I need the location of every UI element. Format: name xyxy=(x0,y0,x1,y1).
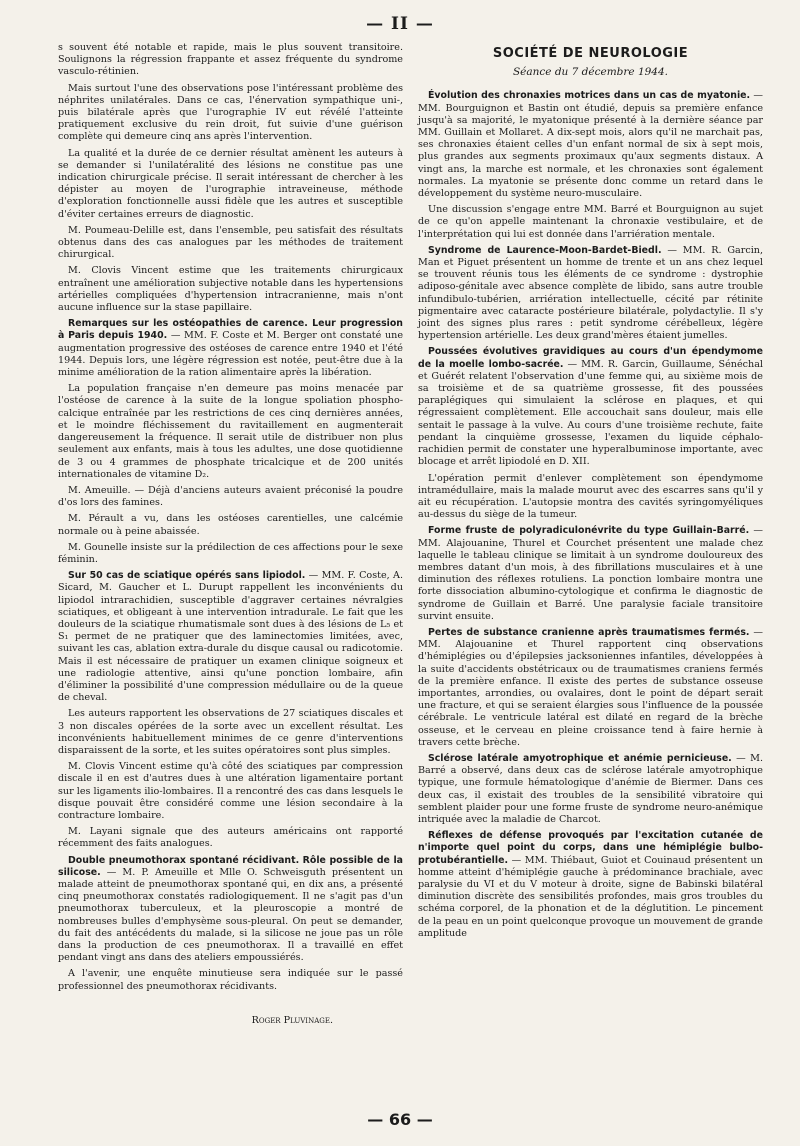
article-text: — MM. Alajouanine, Thurel et Courchet présentent une malade chez laquelle le tableau clinique se limitait à un syndrome douloureux des membres datant d'un mois, à des fibrillations musculaires et à une diminution des réflexes rotuliens. La ponction lombaire montra une forte dissociation albumino-cytologique et confirma le diagnostic de syndrome de Guillain et Barré. Une paralysie faciale transitoire survint ensuite. xyxy=(418,525,763,622)
page-header-roman-numeral: — II — xyxy=(366,14,434,34)
article-title: Réflexes de défense provoqués par l'excitation cutanée de n'importe quel point du corps, dans une hémiplégie bulbo-protubérantielle. xyxy=(418,830,763,866)
article-text: — MM. F. Coste et M. Berger ont constaté une augmentation progressive des ostéoses de carence entre 1940 et l'été 1944. Depuis lors, une légère régression est notée, peut-être due à la minime amélioration de la ration alimentaire après la libération. xyxy=(58,330,403,379)
article-text: — MM. R. Garcin, Man et Piguet présentent un homme de trente et un ans chez lequel se trouvent réunis tous les éléments de ce syndrome : dystrophie adiposo-génitale avec absence complète de libido, sans autre trouble infundibulo-tubérien, arriération intellectuelle, cécité par rétinite pigmentaire avec cataracte postérieure bilatérale, polydactylie. Il s'y joint des signes plus rares : petit syndrome cérébelleux, légère hypertension artérielle. Les deux grand'mères étaient jumelles. xyxy=(418,244,763,342)
page-number: — 66 — xyxy=(367,1110,433,1129)
article-reflexes xyxy=(418,830,763,940)
paragraph: M. Gounelle insiste sur la prédilection de ces affections pour le sexe féminin. xyxy=(58,541,403,565)
paragraph: A l'avenir, une enquête minutieuse sera indiquée sur le passé professionnel des pneumothorax récidivants. xyxy=(58,968,403,992)
paragraph: M. Poumeau-Delille est, dans l'ensemble, peu satisfait des résultats obtenus dans des cas analogues par les méthodes de traitement chirurgical. xyxy=(58,224,403,261)
article-title: Sur 50 cas de sciatique opérés sans lipiodol. xyxy=(68,570,306,582)
paragraph: M. Pérault a vu, dans les ostéoses carentielles, une calcémie normale ou à peine abaissée. xyxy=(58,513,403,537)
paragraph: Une discussion s'engage entre MM. Barré et Bourguignon au sujet de ce qu'on appelle maintenant la chronaxie vestibulaire, et de l'interprétation qui lui est donnée dans l'arriération mentale. xyxy=(418,204,763,240)
article-pertes-substance xyxy=(418,627,763,749)
paragraph: La population française n'en demeure pas moins menacée par l'ostéose de carence à la suite de la longue spoliation phospho-calcique entraînée par les restrictions de ces cinq dernières années, et le moindre fléchissement du ravitaillement en augmenterait dangereusement la fréquence. Il serait utile de distribuer non plus seulement aux enfants, mais à tous les adultes, une dose quotidienne de 3 ou 4 grammes de phosphate tricalcique et de 200 unités internationales de vitamine D₂. xyxy=(58,383,403,480)
session-date: Séance du 7 décembre 1944. xyxy=(512,66,669,79)
article-text: — MM. Alajouanine et Thurel rapportent cinq observations d'hémiplégies ou d'épilepsies jacksoniennes infantiles, développées à la suite d'accidents obstétricaux ou de traumatismes craniens fermés de la première enfance. Il existe des pertes de substance osseuse importantes, arrondies, ou ovalaires, dont le point de départ serait une fracture, et qui se seraient élargies sous l'influence de la poussée cérébrale. Le ventricule latéral est dilaté en regard de la brèche osseuse, et le cerveau en pleine croissance tend à faire hernie à travers cette brèche. xyxy=(418,626,763,748)
article-title: Évolution des chronaxies motrices dans un cas de myatonie. xyxy=(428,90,751,102)
paragraph: Mais surtout l'une des observations pose l'intéressant problème des néphrites unilatérales. Dans ce cas, l'énervation sympathique uni-, puis bilatérale après que l'urographie IV eut révélé l'atteinte pratiquement exclusive du rein droit, fut suivie d'une guérison complète qui demeure cinq ans après l'intervention. xyxy=(58,82,403,143)
society-heading: SOCIÉTÉ DE NEUROLOGIE xyxy=(492,46,689,61)
article-laurence-moon xyxy=(418,245,763,343)
article-text: — MM. R. Garcin, Guillaume, Sénéchal et Guérét relatent l'observation d'une femme qui, au sixième mois de sa troisième et de sa quatrième grossesse, fit des poussées paraplégiques qui simulaient la sclérose en plaques, et qui régressaient complètement. Elle accouchait sans douleur, mais elle sentait le passage à la vulve. Au cours d'une troisième rechute, faite pendant la cinquième grossesse, l'examen du liquide céphalo-rachidien permit de constater une hyperalbuminose importante, avec blocage et arrêt lipiodolé en D. XII. xyxy=(418,358,763,468)
article-pneumothorax xyxy=(58,855,403,965)
paragraph: M. Ameuille. — Déjà d'anciens auteurs avaient préconisé la poudre d'os lors des famines. xyxy=(58,484,403,509)
article-title: Sclérose latérale amyotrophique et anémie pernicieuse. xyxy=(428,752,732,764)
right-column xyxy=(418,42,763,944)
paragraph: L'opération permit d'enlever complètement son épendymome intramédullaire, mais la malade mourut avec des escarres sans qu'il y ait eu récupération. L'autopsie montra des cavités syringomyéliques au-dessus du siège de la tumeur. xyxy=(418,472,763,521)
article-text: — MM. F. Coste, A. Sicard, M. Gaucher et L. Durupt rappellent les inconvénients du lipiodol intrarachidien, susceptible d'aggraver certaines névralgies sciatiques, et obligeant à une intervention intradurale. Le fait que les douleurs de la sciatique rhumatismale sont dues à des lésions de L₅ et S₁ permet de ne pratiquer que des laminectomies limitées, avec, suivant les cas, ablation extra-durale du disque causal ou radicotomie. Mais il est nécessaire de pratiquer un examen clinique soigneux et une radiologie attentive, ainsi qu'une ponction lombaire, afin d'éliminer la possibilité d'une compression médullaire ou de la queue de cheval. xyxy=(58,570,403,704)
article-text: — M. Barré a observé, dans deux cas de sclérose latérale amyotrophique typique, une formule hématologique d'anémie de Biermer. Dans ces deux cas, il existait des troubles de la sensibilité vibratoire qui semblent plaider pour une forme fruste de syndrome neuro-anémique intriquée avec la maladie de Charcot. xyxy=(418,752,763,825)
article-guillain-barre xyxy=(418,525,763,623)
article-title: Pertes de substance cranienne après traumatismes fermés. xyxy=(428,626,750,638)
article-title: Double pneumothorax spontané récidivant. Rôle possible de la silicose. xyxy=(58,854,403,878)
article-sclerose xyxy=(418,753,763,826)
article-title: Remarques sur les ostéopathies de carence. Leur progression à Paris depuis 1940. xyxy=(58,318,403,342)
article-text: — M. P. Ameuille et Mlle O. Schweisguth présentent un malade atteint de pneumothorax spontané qui, en dix ans, a présenté cinq pneumothorax constatés radiologiquement. Il ne s'agit pas d'un pneumothorax tuberculeux, et la pleuroscopie a montré de nombreuses bulles d'emphysème sous-pleural. On peut se demander, du fait des antécédents du malade, si la silicose ne joue pas un rôle dans la production de ces pneumothorax. Il a travaillé en effet pendant vingt ans dans des ateliers empoussiérés. xyxy=(58,866,403,964)
article-title: Syndrome de Laurence-Moon-Bardet-Biedl. xyxy=(428,244,662,256)
paragraph: La qualité et la durée de ce dernier résultat amènent les auteurs à se demander si l'unilatéralité des lésions ne constitue pas une indication chirurgicale précise. Il serait intéressant de chercher à les dépister au moyen de l'urographie intraveineuse, méthode d'exploration fonctionnelle aussi fidèle que les autres et susceptible d'éviter certaines erreurs de diagnostic. xyxy=(58,147,403,220)
article-osteopathies xyxy=(58,318,403,379)
article-chronaxies xyxy=(418,90,763,200)
paragraph: Les auteurs rapportent les observations de 27 sciatiques discales et 3 non discales opérées de la sorte avec un excellent résultat. Les inconvénients habituellement minimes de ce genre d'interventions disparaissent de la sorte, et les suites opératoires sont plus simples. xyxy=(58,708,403,756)
article-text: — MM. Thiébaut, Guiot et Couinaud présentent un homme atteint d'hémiplégie gauche à prédominance brachiale, avec paralysie du VI et du V moteur à droite, signe de Babinski bilatéral diminution discrète des sensibilités profondes, mais gros troubles du schéma corporel, de la phonation et de la déglutition. Le pincement de la peau en un point quelconque provoque un mouvement de grande amplitude xyxy=(418,854,763,939)
paragraph: M. Clovis Vincent estime qu'à côté des sciatiques par compression discale il en est d'autres dues à une altération ligamentaire portant sur les ligaments ilio-lombaires. Il a rencontré des cas dans lesquels le disque pouvait être considéré comme une lésion secondaire à la contracture lombaire. xyxy=(58,761,403,821)
paragraph: M. Clovis Vincent estime que les traitements chirurgicaux entraînent une amélioration subjective notable dans les hypertensions artérielles compliquées d'hypertension intracranienne, mais n'ont aucune influence sur la stase papillaire. xyxy=(58,265,403,314)
article-title: Forme fruste de polyradiculonévrite du type Guillain-Barré. xyxy=(428,525,750,537)
article-text: — MM. Bourguignon et Bastin ont étudié, depuis sa première enfance jusqu'à sa majorité, le myatonique présenté à la dernière séance par MM. Guillain et Mollaret. A dix-sept mois, alors qu'il ne marchait pas, ses chronaxies étaient celles d'un enfant normal de six à sept mois, plus grandes aux segments proximaux qu'aux segments distaux. A vingt ans, la marche est normale, et les chronaxies sont également normales. La myatonie se présente donc comme un retard dans le développement du système neuro-musculaire. xyxy=(418,90,763,200)
left-column xyxy=(58,42,403,1027)
article-ependymome xyxy=(418,346,763,468)
article-title: Poussées évolutives gravidiques au cours d'un épendymome de la moelle lombo-sacrée. xyxy=(418,346,763,370)
paragraph: s souvent été notable et rapide, mais le plus souvent transitoire. Soulignons la régression frappante et assez fréquente du syndrome vasculo-rétinien. xyxy=(58,42,403,78)
paragraph: M. Layani signale que des auteurs américains ont rapporté récemment des faits analogues. xyxy=(58,826,403,850)
author-signature: Roger Pluvinage. xyxy=(251,1014,333,1026)
article-sciatique xyxy=(58,570,403,704)
